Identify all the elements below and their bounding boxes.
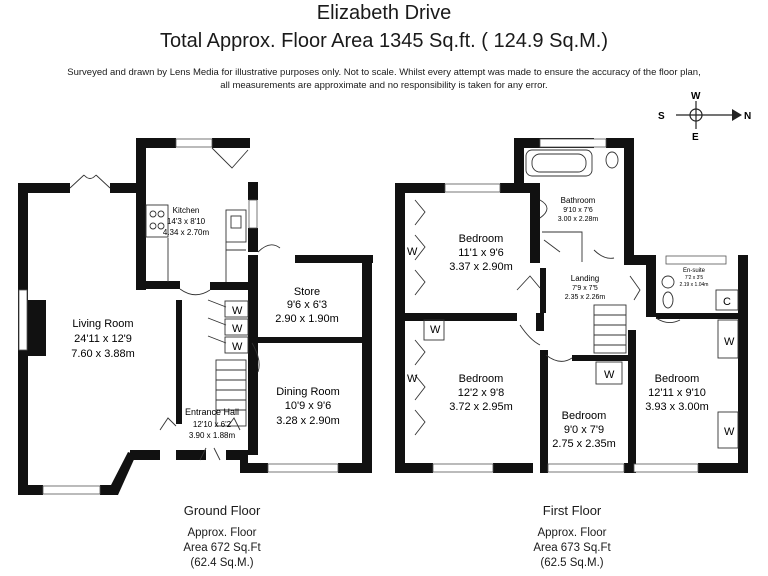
bedroom-4-metric: 3.93 x 3.00m (645, 401, 709, 413)
compass-west-label: W (691, 91, 701, 102)
bathroom-imperial: 9'10 x 7'6 (563, 207, 593, 214)
ground-floor-area-line-1: Approx. Floor (187, 527, 257, 539)
wardrobe-label: W (232, 341, 243, 353)
dining-room-imperial: 10'9 x 9'6 (284, 400, 332, 412)
kitchen-imperial: 14'3 x 8'10 (166, 217, 206, 226)
cupboard-label: C (723, 296, 731, 308)
ensuite-metric: 2.19 x 1.04m (679, 282, 709, 288)
landing-name: Landing (570, 274, 600, 283)
bedroom-4-name: Bedroom (654, 373, 700, 385)
compass-icon (676, 101, 742, 129)
store-imperial: 9'6 x 6'3 (286, 299, 328, 311)
bedroom-2-imperial: 12'2 x 9'8 (457, 387, 505, 399)
bedroom-1-imperial: 11'1 x 9'6 (458, 247, 504, 259)
bedroom-3-imperial: 9'0 x 7'9 (563, 424, 605, 436)
wardrobe-label: W (232, 305, 243, 317)
living-room-metric: 7.60 x 3.88m (71, 348, 135, 360)
first-floor-label: First Floor (542, 503, 602, 518)
ground-floor-label: Ground Floor (183, 503, 261, 518)
first-floor-windows (433, 139, 726, 472)
bedroom-4-imperial: 12'11 x 9'10 (648, 387, 706, 399)
plan-title: Elizabeth Drive (316, 2, 452, 24)
wardrobe-label: W (430, 324, 441, 336)
kitchen-metric: 4.34 x 2.70m (162, 228, 210, 237)
landing-metric: 2.35 x 2.26m (564, 294, 606, 301)
ground-floor-area-line-2: Area 672 Sq.Ft (183, 542, 261, 554)
disclaimer-line-1: Surveyed and drawn by Lens Media for illustrative purposes only. Not to scale. Whilst every attempt was made to ensure the accuracy of the floor plan, (67, 67, 701, 78)
dining-room-name: Dining Room (276, 386, 340, 398)
first-floor-area-line-2: Area 673 Sq.Ft (533, 542, 611, 554)
store-metric: 2.90 x 1.90m (275, 313, 339, 325)
dining-room-metric: 3.28 x 2.90m (276, 415, 340, 427)
entrance-hall-imperial: 12'10 x 6'2 (192, 420, 232, 429)
ground-floor-area-line-3: (62.4 Sq.M.) (190, 557, 254, 569)
bathroom-metric: 3.00 x 2.28m (557, 216, 599, 223)
wardrobe-label: W (724, 426, 735, 438)
kitchen-name: Kitchen (172, 206, 200, 215)
living-room-name: Living Room (72, 318, 134, 330)
bedroom-2-metric: 3.72 x 2.95m (449, 401, 513, 413)
bedroom-1-name: Bedroom (458, 233, 504, 245)
wardrobe-label: W (604, 369, 615, 381)
bedroom-1-metric: 3.37 x 2.90m (449, 261, 513, 273)
wardrobe-label: W (232, 323, 243, 335)
landing-imperial: 7'9 x 7'5 (572, 285, 598, 292)
bedroom-3-metric: 2.75 x 2.35m (552, 438, 616, 450)
plan-subtitle: Total Approx. Floor Area 1345 Sq.ft. ( 124.9 Sq.M.) (159, 30, 609, 52)
living-room-imperial: 24'11 x 12'9 (74, 333, 132, 345)
first-floor-area-line-1: Approx. Floor (537, 527, 607, 539)
bedroom-2-name: Bedroom (458, 373, 504, 385)
entrance-hall-name: Entrance Hall (184, 407, 240, 417)
wardrobe-label: W (407, 246, 418, 258)
compass-north-label: N (744, 111, 752, 122)
ensuite-name: En-suite (682, 268, 706, 274)
first-floor-area-line-3: (62.5 Sq.M.) (540, 557, 604, 569)
wardrobe-label: W (724, 336, 735, 348)
compass-south-label: S (658, 111, 665, 122)
compass-east-label: E (692, 132, 699, 143)
store-name: Store (293, 286, 321, 298)
ensuite-imperial: 7'2 x 3'5 (684, 275, 704, 281)
entrance-hall-metric: 3.90 x 1.88m (188, 431, 236, 440)
wardrobe-label: W (407, 373, 418, 385)
bedroom-3-name: Bedroom (561, 410, 607, 422)
disclaimer-line-2: all measurements are approximate and no responsibility is taken for any error. (220, 80, 548, 91)
bathroom-name: Bathroom (560, 196, 596, 205)
